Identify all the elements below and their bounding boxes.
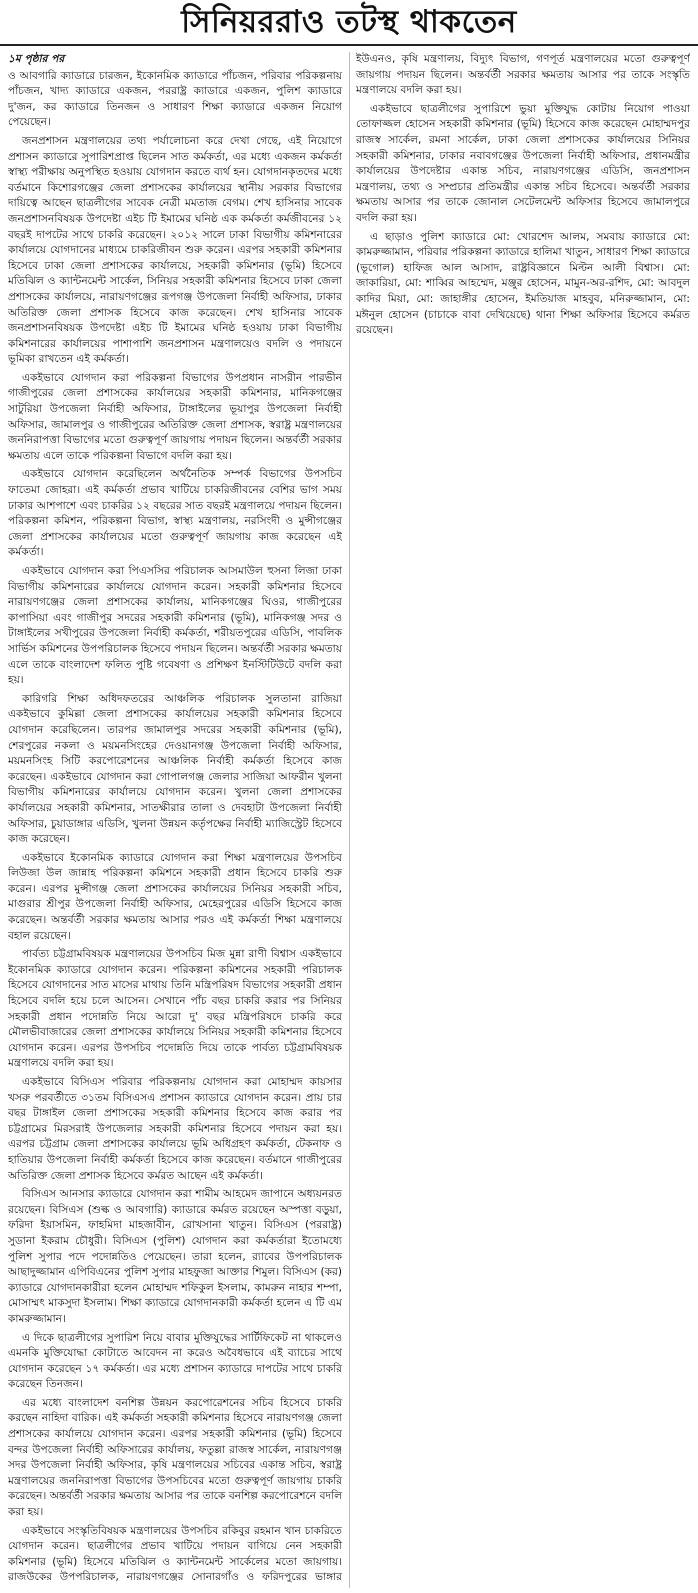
article-paragraph: জনপ্রশাসন মন্ত্রণালয়ের তথ্য পর্যালোচনা করে দেখা গেছে, এই নিয়োগে প্রশাসন ক্যাডারে সুপারিশপ্রাপ্ত ছিলেন সাত কর্মকর্তা, এর মধ্যে একজন কর্মকর্তা স্বাস্থ্য পরীক্ষায় অনুপস্থিত হওয়ায় যোগদান করতে ব্যর্থ হন। যোগদানকৃতদের মধ্যে বর্তমানে কিশোরগঞ্জের জেলা প্রশাসকের কার্যালয়ের স্থানীয় সরকার বিভাগের দায়িত্বে আছেন ছাত্রলীগের সাবেক নেত্রী মমতাজ বেগম। শেখ হাসিনার সাবেক জনপ্রশাসনবিষয়ক উপদেষ্টা এইচ টি ইমামের ঘনিষ্ঠ এক কর্মকর্তা কর্মজীবনের ১২ বছরই দাপটের সাথে চাকরি করেছেন। ২০১২ সালে ঢাকা বিভাগীয় কমিশনারের কার্যালয়ে যোগদানের মাধ্যমে চাকরিজীবন শুরু করেন। এরপর সহকারী কমিশনার হিসেবে ঢাকা জেলা প্রশাসকের কার্যালয়ে, সহকারী কমিশনার (ভূমি) হিসেবে মতিঝিল ও ক্যান্টনমেন্ট সার্কেল, সিনিয়র সহকারী কমিশনার হিসেবে ঢাকা জেলা প্রশাসকের কার্যালয়ে, নারায়ণগঞ্জের রূপগঞ্জ উপজেলা নির্বাহী অফিসার, ঢাকার অতিরিক্ত জেলা প্রশাসক হিসেবে কাজ করেছেন। শেখ হাসিনার সাবেক জনপ্রশাসনবিষয়ক উপদেষ্টা এইচ টি ইমামের ঘনিষ্ঠ হওয়ায় ঢাকা বিভাগীয় কমিশনারের কার্যালয়ের পাশাপাশি জনপ্রশাসন মন্ত্রণালয়েও বদলি ও পদায়নে ভূমিকা রাখতেন এই কর্মকর্তা। — [8, 134, 342, 366]
article-paragraph: একইভাবে যোগদান করা পিএসসির পরিচালক আসমাউল হুসনা লিজা ঢাকা বিভাগীয় কমিশনারের কার্যালয়ে যোগদান করেন। সহকারী কমিশনার হিসেবে নারায়ণগঞ্জের জেলা প্রশাসকের কার্যালয়, মানিকগঞ্জের ঘিওর, গাজীপুরের কাপাসিয়া এবং গাজীপুর সদরের সহকারী কমিশনার (ভূমি), মানিকগঞ্জ সদর ও টাঙ্গাইলের সখীপুরের উপজেলা নির্বাহী কর্মকর্তা, শরীয়তপুরের এডিসি, পাবলিক সার্ভিস কমিশনের উপপরিচালক হিসেবে পদায়ন ছিলেন। অন্তর্বর্তী সরকার ক্ষমতায় এলে তাকে বাংলাদেশ ফলিত পুষ্টি গবেষণা ও প্রশিক্ষণ ইনস্টিটিউটে বদলি করা হয়। — [8, 565, 342, 687]
article-paragraph: একইভাবে ইকোনমিক ক্যাডারে যোগদান করা শিক্ষা মন্ত্রণালয়ের উপসচিব লিউজা উল জান্নাহ পরিকল্পনা কমিশনে সহকারী প্রধান হিসেবে চাকরি শুরু করেন। এরপর মুন্সীগঞ্জ জেলা প্রশাসকের কার্যালয়ের সিনিয়র সহকারী সচিব, মাগুরার শ্রীপুর উপজেলা নির্বাহী অফিসার, মেহেরপুরের এডিসি হিসেবে কাজ করেছেন। অন্তর্বর্তী সরকার ক্ষমতায় আসার পরও এই কর্মকর্তা শিক্ষা মন্ত্রণালয়ে বহাল রয়েছেন। — [8, 851, 342, 942]
article-paragraph: একইভাবে ছাত্রলীগের সুপারিশে ভুয়া মুক্তিযুদ্ধ কোটায় নিয়োগ পাওয়া তোফাজ্জল হোসেন সহকারী কমিশনার (ভূমি) হিসেবে কাজ করেছেন মোহাম্মদপুর রাজস্ব সার্কেল, রমনা সার্কেল, ঢাকা জেলা প্রশাসকের কার্যালয়ের সিনিয়র সহকারী কমিশনার, ঢাকার নবাবগঞ্জের উপজেলা নির্বাহী অফিসার, প্রধানমন্ত্রীর কার্যালয়ের উপদেষ্টার একান্ত সচিব, নারায়ণগঞ্জের এডিসি, জনপ্রশাসন মন্ত্রণালয়, তথ্য ও সম্প্রচার প্রতিমন্ত্রীর একান্ত সচিব হিসেবে। অন্তর্বর্তী সরকার ক্ষমতায় আসার পর তাকে জোনাল সেটেলমেন্ট অফিসার হিসেবে জামালপুরে বদলি করা হয়। — [356, 102, 690, 224]
article-body — [8, 52, 690, 1588]
article-paragraph: একইভাবে বিসিএস পরিবার পরিকল্পনায় যোগদান করা মোহাম্মদ কায়সার খসরু পরবর্তীতে ৩১তম বিসিএসএ প্রশাসন ক্যাডারে যোগদান করেন। প্রায় চার বছর টাঙ্গাইল জেলা প্রশাসকের সহকারী কমিশনার হিসেবে কাজ করার পর চট্টগ্রামের মিরসরাই উপজেলার সহকারী কমিশনার হিসেবে পদায়ন করা হয়। এরপর চট্টগ্রাম জেলা প্রশাসকের কার্যালয়ে ভূমি অধিগ্রহণ কর্মকর্তা, টেকনাফ ও হাতিয়ার উপজেলা নির্বাহী কর্মকর্তা হিসেবে কাজ করেছেন। বর্তমানে গাজীপুরের অতিরিক্ত জেলা প্রশাসক হিসেবে কর্মরত আছেন এই কর্মকর্তা। — [8, 1076, 342, 1182]
article-paragraph: কারিগরি শিক্ষা অধিদফতরের আঞ্চলিক পরিচালক সুলতানা রাজিয়া একইভাবে কুমিল্লা জেলা প্রশাসকের কার্যালয়ের সহকারী কমিশনার হিসেবে যোগদান করেছিলেন। তারপর জামালপুর সদরের সহকারী কমিশনার (ভূমি), শেরপুরের নকলা ও ময়মনসিংহের দেওয়ানগঞ্জ উপজেলা নির্বাহী অফিসার, ময়মনসিংহ সিটি করপোরেশনের আঞ্চলিক নির্বাহী কর্মকর্তা হিসেবে কাজ করেছেন। একইভাবে যোগদান করা গোপালগঞ্জ জেলার সাজিয়া আফরীন খুলনা বিভাগীয় কমিশনারের কার্যালয়ে যোগদান করেন। খুলনা জেলা প্রশাসকের কার্যালয়ের সহকারী কমিশনার, সাতক্ষীরার তালা ও দেবহাটা উপজেলা নির্বাহী অফিসার, চুয়াডাঙ্গার এডিসি, খুলনা উন্নয়ন কর্তৃপক্ষের নির্বাহী ম্যাজিস্ট্রেট হিসেবে কাজ করেছেন। — [8, 692, 342, 846]
article-paragraph: এ দিকে ছাত্রলীগের সুপারিশ নিয়ে বাবার মুক্তিযুদ্ধের সার্টিফিকেট না থাকলেও এমনকি মুক্তিযোদ্ধা কোটাতে আবেদন না করেও অবৈধভাবে এই ব্যাচের সাথে যোগদান করেছেন ১৭ কর্মকর্তা। এর মধ্যে প্রশাসন ক্যাডারে দাপটের সাথে চাকরি করেছেন তিনজন। — [8, 1331, 342, 1391]
article-paragraph: একইভাবে যোগদান করা পরিকল্পনা বিভাগের উপপ্রধান নাসরীন পারভীন গাজীপুরের জেলা প্রশাসকের কার্যালয়ের সহকারী কমিশনার, মানিকগঞ্জের সাটুরিয়া উপজেলা নির্বাহী অফিসার, টাঙ্গাইলের ভূয়াপুর উপজেলা নির্বাহী অফিসার, জামালপুর ও গাজীপুরের অতিরিক্ত জেলা প্রশাসক, স্বরাষ্ট্র মন্ত্রণালয়ের জননিরাপত্তা বিভাগের মতো গুরুত্বপূর্ণ জায়গায় পদায়ন ছিলেন। অন্তর্বর্তী সরকার ক্ষমতায় এলে তাকে পরিকল্পনা বিভাগে বদলি করা হয়। — [8, 371, 342, 462]
article-paragraph: একইভাবে যোগদান করেছিলেন অর্থনৈতিক সম্পর্ক বিভাগের উপসচিব ফাতেমা জোহরা। এই কর্মকর্তা প্রভাব খাটিয়ে চাকরিজীবনের বেশির ভাগ সময় ঢাকার আশপাশে এবং চাকরির ১২ বছরের সাত বছরই মন্ত্রণালয়ে পদায়ন ছিলেন। পরিকল্পনা কমিশন, পরিকল্পনা বিভাগ, স্বাস্থ্য মন্ত্রণালয়, নরসিংদী ও মুন্সীগঞ্জের জেলা প্রশাসকের কার্যালয়ের মতো গুরুত্বপূর্ণ জায়গায় কাজ করেছেন এই কর্মকর্তা। — [8, 468, 342, 559]
page-headline: সিনিয়ররাও তটস্থ থাকতেন — [0, 0, 698, 46]
article-paragraph: একইভাবে সংস্কৃতিবিষয়ক মন্ত্রণালয়ের উপসচিব রকিবুর রহমান খান চাকরিতে যোগদান করেন। ছাত্রলীগের প্রভাব খাটিয়ে পদায়ন বাগিয়ে নেন সহকারী কমিশনার (ভূমি) হিসেবে মতিঝিল ও ক্যান্টনমেন্ট সার্কেলের মতো জায়গায়। রাজউকের উপপরিচালক, নারায়ণগঞ্জের সোনারগাঁও ও ফরিদপুরের ভাঙ্গার ইউএনও, কৃষি মন্ত্রণালয়, বিদ্যুৎ বিভাগ, গণপূর্ত মন্ত্রণালয়ের মতো গুরুত্বপূর্ণ জায়গায় পদায়ন ছিলেন। অন্তর্বর্তী সরকার ক্ষমতায় আসার পর তাকে সংস্কৃতি মন্ত্রণালয়ে বদলি করা হয়। — [8, 53, 690, 1584]
article-paragraph — [8, 52, 342, 131]
article-paragraph: পার্বত্য চট্টগ্রামবিষয়ক মন্ত্রণালয়ের উপসচিব মিজ মুন্না রাণী বিশ্বাস একইভাবে ইকোনমিক ক্যাডারে যোগদান করেন। পরিকল্পনা কমিশনের সহকারী পরিচালক হিসেবে যোগদানের সাত মাসের মাথায় তিনি মন্ত্রিপরিষদ বিভাগের সহকারী প্রধান হিসেবে বদলি হয়ে চলে আসেন। সেখানে পাঁচ বছর চাকরি করার পর সিনিয়র সহকারী প্রধান পদোন্নতি নিয়ে আরো দু' বছর মন্ত্রিপরিষদে চাকরি করে মৌলভীবাজারের জেলা প্রশাসকের কার্যালয়ে সিনিয়র সহকারী কমিশনার হিসেবে যোগদান করেন। এরপর উপসচিব পদোন্নতি দিয়ে তাকে পার্বত্য চট্টগ্রামবিষয়ক মন্ত্রণালয়ে বদলি করা হয়। — [8, 948, 342, 1070]
article-paragraph: এ ছাড়াও পুলিশ ক্যাডারে মো: খোরশেদ আলম, সমবায় ক্যাডারে মো: কামরুজ্জামান, পরিবার পরিকল্পনা ক্যাডারে হালিমা খাতুন, সাধারণ শিক্ষা ক্যাডারে (ভূগোল) হাফিজ আল আসাদ, রাষ্ট্রবিজ্ঞানে মিল্টন আলী বিশ্বাস। মো: জাকারিয়া, মো: শাব্বির আহম্মেদ, মঞ্জুর হোসেন, মামুন-অর-রশিদ, মো: আবদুল কাদির মিয়া, মো: জাহাঙ্গীর হোসেন, ইমতিয়াজ মাহবুব, মনিরুজ্জামান, মো: মঈনুল হোসেন (চাচাকে বাবা দেখিয়েছে) থানা শিক্ষা অফিসার হিসেবে কর্মরত রয়েছেন। — [356, 230, 690, 337]
continued-from-label: ১ম পৃষ্ঠার পর — [8, 53, 65, 65]
article-paragraph: এর মধ্যে বাংলাদেশ বনশিল্প উন্নয়ন করপোরেশনের সচিব হিসেবে চাকরি করছেন নাহিদা বারিক। এই কর্মকর্তা সহকারী কমিশনার হিসেবে নারায়ণগঞ্জ জেলা প্রশাসকের কার্যালয়ে যোগদান করেন। এরপর সহকারী কমিশনার (ভূমি) হিসেবে বন্দর উপজেলা নির্বাহী অফিসারের কার্যালয়, ফতুল্লা রাজস্ব সার্কেল, নারায়ণগঞ্জ সদর উপজেলা নির্বাহী অফিসার, কৃষি মন্ত্রণালয়ের সচিবের একান্ত সচিব, স্বরাষ্ট্র মন্ত্রণালয়ের জননিরাপত্তা বিভাগের উপসচিবের মতো গুরুত্বপূর্ণ জায়গায় চাকরি করেছেন। অন্তর্বর্তী সরকার ক্ষমতায় আসার পর তাকে বনশিল্প করপোরেশনে বদলি করা হয়। — [8, 1396, 342, 1519]
paragraph-text: ও আবগারি ক্যাডারে চারজন, ইকোনমিক ক্যাডারে পাঁচজন, পরিবার পরিকল্পনায় পাঁচজন, খাদ্য ক্যাডারে একজন, পররাষ্ট্র ক্যাডারে একজন, পুলিশ ক্যাডারে দু'জন, কর ক্যাডারে তিনজন ও সাধারণ শিক্ষা ক্যাডারে একজন নিয়োগ পেয়েছেন। — [8, 69, 342, 129]
article-paragraph: বিসিএস আনসার ক্যাডারে যোগদান করা শামীম আহমেদ জাপানে অধ্যয়নরত রয়েছেন। বিসিএস (শুল্ক ও আবগারি) ক্যাডারে কর্মরত রয়েছেন অস্পত্তা বড়ুয়া, ফরিদা ইয়াসমিন, ফাহমিদা মাহজাবীন, রোখসানা খাতুন। বিসিএস (পররাষ্ট্র) সুডানা ইকরাম চৌধুরী। বিসিএস (পুলিশ) যোগদান করা কর্মকর্তারা ইতোমধ্যে পুলিশ সুপার পদে পদোন্নতিও পেয়েছেন। তারা হলেন, র‌্যাবের উপপরিচালক আছাদুজ্জামান এপিবিএনের পুলিশ সুপার মাহফুজা আক্তার শিমুল। বিসিএস (কর) ক্যাডারে যোগদানকারীরা হলেন মোহাম্মদ শফিকুল ইসলাম, কামরুন নাহার শম্পা, মোসাম্মৎ মাকসুদা ইসলাম। শিক্ষা ক্যাডারে যোগদানকারী কর্মকর্তা হলেন এ টি এম কামরুজ্জামান। — [8, 1188, 342, 1325]
